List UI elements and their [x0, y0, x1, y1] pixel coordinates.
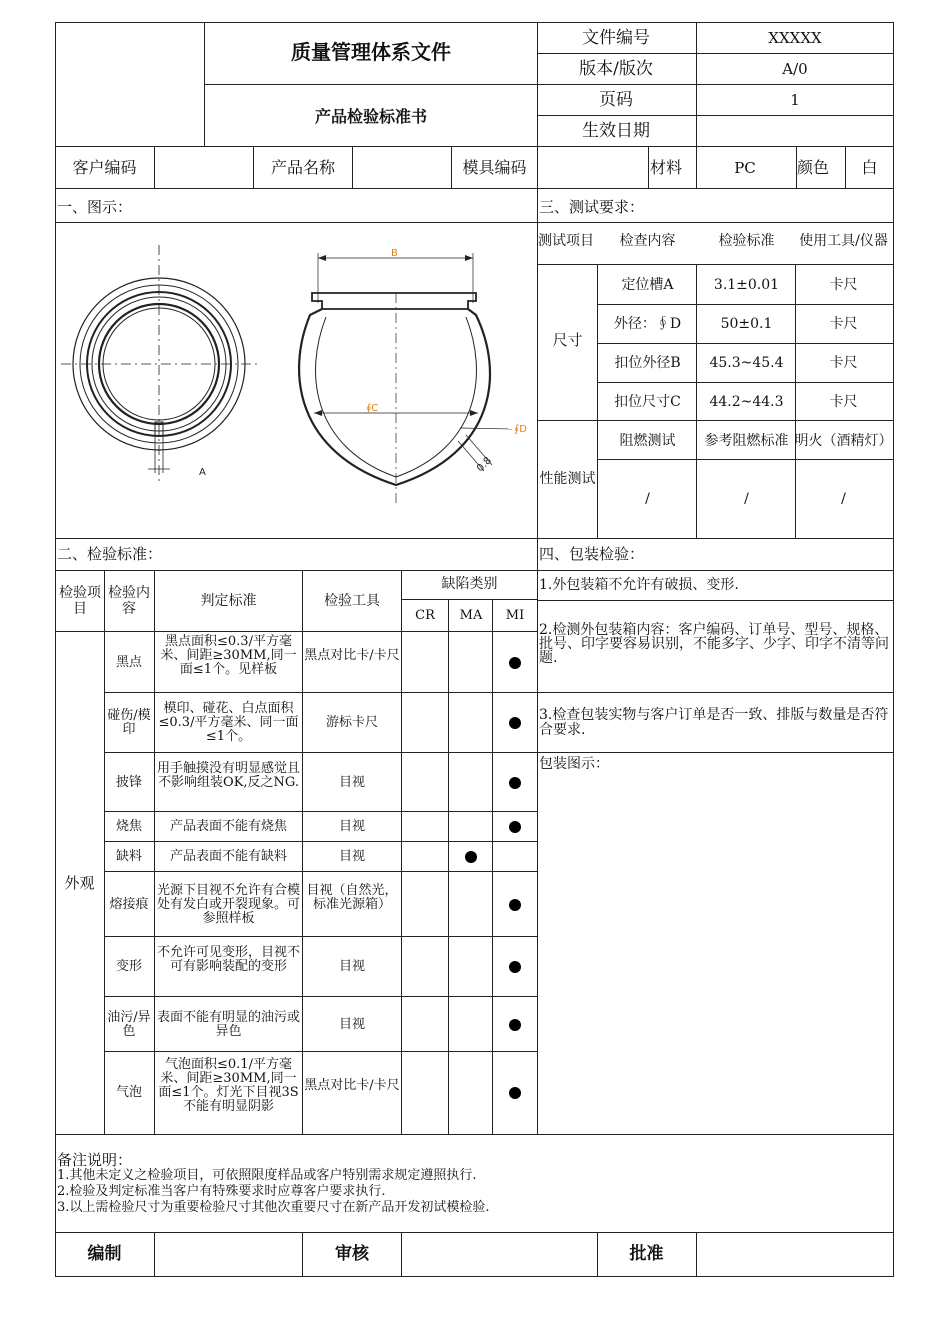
test-standard-cell: 45.3~45.4: [709, 355, 784, 371]
std-criteria-cell: 用手触摸没有明显感觉且不影响组装OK,反之NG.: [156, 760, 300, 790]
std-content-cell: 熔接痕: [109, 896, 149, 912]
customer-code-label: 客户编码: [72, 158, 137, 177]
std-tool-cell: 游标卡尺: [325, 715, 378, 730]
std-criteria-cell: 光源下目视不允许有合模处有发白或开裂现象。可参照样板: [156, 882, 300, 926]
footer-prepared-label: 编制: [87, 1244, 122, 1264]
std-header-item: 检验项目: [59, 585, 101, 617]
std-tool-cell: 目视: [338, 819, 365, 834]
std-criteria-cell: 黑点面积≤0.3/平方毫米、间距≥30MM,同一面≤1个。见样板: [160, 633, 297, 677]
section1-title: 一、图示：: [57, 198, 133, 216]
std-tool-cell: 黑点对比卡/卡尺: [304, 647, 400, 663]
test-content-cell: 扣位外径B: [614, 355, 681, 371]
std-content-cell: 披锋: [115, 774, 142, 790]
defect-mark-dot: [509, 961, 521, 973]
test-content-cell: /: [645, 490, 650, 507]
defect-mark-dot: [509, 821, 521, 833]
field-page-value: 1: [790, 91, 800, 109]
std-tool-cell: 目视（自然光，标准光源箱）: [306, 882, 398, 912]
test-header-item: 测试项目: [538, 233, 594, 249]
test-tool-cell: 明火（酒精灯）: [794, 432, 893, 449]
test-group-performance: 性能测试: [539, 471, 596, 487]
notes-line-2: 2.检验及判定标准当客户有特殊要求时应尊客户要求执行.: [57, 1184, 386, 1199]
field-version-label: 版本/版次: [579, 59, 653, 79]
footer-approved-label: 批准: [629, 1244, 664, 1264]
field-doc-no-value: XXXXX: [768, 29, 822, 47]
test-tool-cell: 卡尺: [829, 355, 858, 371]
field-effective-date-label: 生效日期: [582, 121, 650, 141]
dim-label-thickness: 0.8: [474, 455, 494, 475]
packing-item-1: 1.外包装箱不允许有破损、变形.: [539, 577, 739, 593]
dim-label-b: B: [391, 248, 398, 259]
material-value: PC: [734, 159, 756, 177]
std-header-defect: 缺陷类别: [441, 576, 498, 592]
field-page-label: 页码: [599, 90, 633, 110]
test-header-standard: 检验标准: [718, 233, 775, 249]
defect-mark-dot: [509, 657, 521, 669]
std-criteria-cell: 不允许可见变形，目视不可有影响装配的变形: [156, 945, 300, 974]
std-criteria-cell: 产品表面不能有烧焦: [169, 819, 287, 834]
packing-item-3: 3.检查包装实物与客户订单是否一致、排版与数量是否符合要求.: [539, 707, 889, 738]
std-content-cell: 黑点: [115, 654, 142, 670]
std-criteria-cell: 气泡面积≤0.1/平方毫米、间距≥30MM,同一面≤1个。灯光下目视3S不能有明显阴影: [158, 1057, 299, 1114]
std-criteria-cell: 产品表面不能有缺料: [169, 849, 287, 864]
dim-label-d: ∮D: [514, 424, 527, 435]
test-content-cell: 定位槽A: [621, 277, 674, 293]
field-version-value: A/0: [782, 60, 808, 78]
std-criteria-cell: 模印、碰花、白点面积≤0.3/平方毫米、同一面≤1个。: [158, 701, 299, 744]
inspection-standard-sheet: [55, 22, 894, 1277]
std-content-cell: 变形: [115, 959, 142, 974]
std-content-cell: 缺料: [115, 849, 142, 864]
std-content-cell: 气泡: [115, 1085, 142, 1100]
test-group-size: 尺寸: [552, 331, 583, 349]
std-content-cell: 碰伤/模印: [107, 708, 151, 737]
std-content-cell: 油污/异色: [107, 1009, 151, 1039]
std-header-ma: MA: [459, 608, 483, 623]
section2-title: 二、检验标准：: [57, 545, 163, 563]
test-content-cell: 外径：∮D: [613, 316, 682, 332]
product-name-label: 产品名称: [270, 158, 335, 177]
section4-title: 四、包装检验：: [539, 545, 645, 563]
std-tool-cell: 目视: [338, 959, 365, 974]
test-content-cell: 阻燃测试: [619, 432, 676, 449]
std-tool-cell: 黑点对比卡/卡尺: [304, 1078, 400, 1093]
std-header-criteria: 判定标准: [200, 593, 257, 609]
defect-mark-dot: [509, 717, 521, 729]
document-subtitle: 产品检验标准书: [314, 107, 427, 126]
std-group-appearance: 外观: [64, 874, 95, 892]
notes-line-3: 3.以上需检验尺寸为重要检验尺寸其他次重要尺寸在新产品开发初试模检验.: [57, 1200, 490, 1215]
test-tool-cell: 卡尺: [829, 394, 858, 410]
dim-label-c: ∮C: [366, 403, 379, 414]
defect-mark-dot: [509, 1087, 521, 1099]
std-tool-cell: 目视: [338, 774, 365, 790]
std-header-tool: 检验工具: [324, 593, 380, 609]
footer-reviewed-label: 审核: [335, 1244, 369, 1264]
notes-title: 备注说明：: [57, 1151, 133, 1169]
defect-mark-dot: [509, 899, 521, 911]
test-header-tool: 使用工具/仪器: [799, 233, 888, 249]
color-value: 白: [861, 158, 878, 177]
std-tool-cell: 目视: [338, 1016, 365, 1032]
mold-code-label: 模具编码: [462, 158, 527, 177]
top-view-drawing: [61, 245, 257, 481]
part-drawing: [56, 223, 536, 535]
std-content-cell: 烧焦: [115, 819, 142, 834]
packing-picture-label: 包装图示：: [539, 756, 609, 772]
test-tool-cell: 卡尺: [829, 316, 858, 332]
std-tool-cell: 目视: [338, 849, 365, 864]
field-doc-no-label: 文件编号: [582, 28, 650, 48]
std-header-cr: CR: [415, 608, 435, 623]
section3-title: 三、测试要求：: [539, 198, 645, 216]
std-criteria-cell: 表面不能有明显的油污或异色: [156, 1009, 300, 1039]
test-tool-cell: 卡尺: [829, 277, 858, 293]
color-label: 颜色: [797, 158, 830, 177]
test-content-cell: 扣位尺寸C: [614, 394, 681, 410]
test-standard-cell: 50±0.1: [720, 316, 773, 332]
test-header-content: 检查内容: [619, 233, 676, 249]
test-standard-cell: 3.1±0.01: [713, 277, 780, 293]
test-standard-cell: /: [744, 490, 749, 507]
test-tool-cell: /: [841, 490, 846, 507]
notes-line-1: 1.其他未定义之检验项目，可依照限度样品或客户特别需求规定遵照执行.: [57, 1168, 477, 1183]
test-standard-cell: 44.2~44.3: [709, 394, 784, 410]
packing-item-2: 2.检测外包装箱内容：客户编码、订单号、型号、规格、批号、印字要容易识别，不能多字、少字、印字不清等问题.: [539, 622, 889, 666]
dim-label-a: A: [199, 467, 206, 478]
test-standard-cell: 参考阻燃标准: [704, 432, 789, 449]
std-header-content: 检验内容: [108, 585, 150, 617]
defect-mark-dot: [509, 777, 521, 789]
document-title: 质量管理体系文件: [291, 40, 451, 64]
defect-mark-dot: [465, 851, 477, 863]
material-label: 材料: [650, 158, 683, 177]
defect-mark-dot: [509, 1019, 521, 1031]
std-header-mi: MI: [505, 608, 525, 623]
